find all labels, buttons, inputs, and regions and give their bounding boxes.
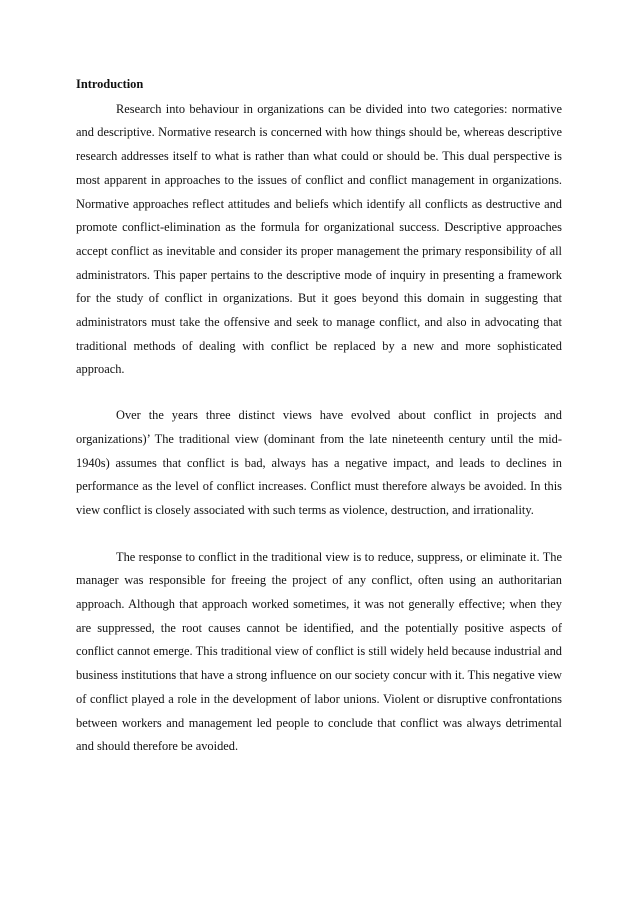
paragraph-3: The response to conflict in the traditional view is to reduce, suppress, or eliminate it. The manager was responsible for freeing the project of any conflict, often using an authoritarian approach. Although that approach worked sometimes, it was not generally effective; when they are suppressed, the root causes cannot be identified, and the potentially positive aspects of conflict cannot emerge. This traditional view of conflict is still widely held because industrial and business institutions that have a strong influence on our society concur with it. This negative view of conflict played a role in the development of labor unions. Violent or disruptive confrontations between workers and management led people to conclude that conflict was always detrimental and should therefore be avoided. bbox=[76, 549, 562, 754]
section-heading: Introduction bbox=[76, 77, 144, 91]
paragraph-1: Research into behaviour in organizations can be divided into two categories: normative and descriptive. Normative research is concerned with how things should be, whereas descriptive research addresses itself to what is rather than what could or should be. This dual perspective is most apparent in approaches to the issues of conflict and conflict management in organizations. Normative approaches reflect attitudes and beliefs which identify all conflicts as destructive and promote conflict-elimination as the formula for organizational success. Descriptive approaches accept conflict as inevitable and consider its proper management the primary responsibility of all administrators. This paper pertains to the descriptive mode of inquiry in presenting a framework for the study of conflict in organizations. But it goes beyond this domain in suggesting that administrators must take the offensive and seek to manage conflict, and also in advocating that traditional methods of dealing with conflict be replaced by a new and more sophisticated approach. bbox=[76, 101, 562, 377]
document-body bbox=[76, 73, 562, 759]
paragraph-2: Over the years three distinct views have evolved about conflict in projects and organizations)’ The traditional view (dominant from the late nineteenth century until the mid-1940s) assumes that conflict is bad, always has a negative impact, and leads to declines in performance as the level of conflict increases. Conflict must therefore always be avoided. In this view conflict is closely associated with such terms as violence, destruction, and irrationality. bbox=[76, 408, 562, 517]
